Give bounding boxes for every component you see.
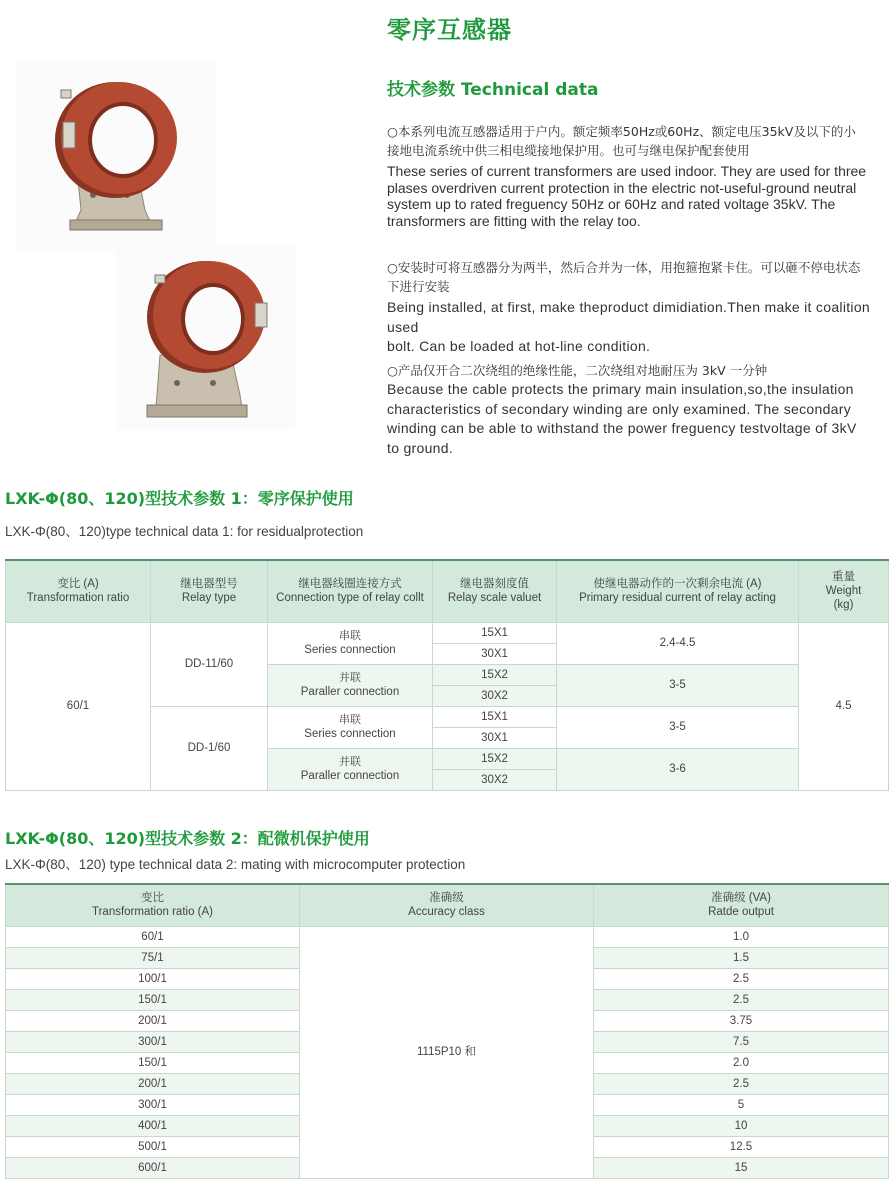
text-line: 接地电流系统中供三相电缆接地保护用。也可与继电保护配套使用 xyxy=(387,143,750,158)
header-cn: 重量 xyxy=(832,571,855,584)
product-photo-bottom xyxy=(115,245,295,430)
connection-cn: 串联 xyxy=(339,629,361,642)
table1-connection-cell xyxy=(268,706,433,748)
table1-relay-type-cell: DD-11/60 xyxy=(151,622,268,706)
table1-connection-cell xyxy=(268,622,433,664)
paragraph-1-cn xyxy=(387,122,856,160)
text-line: system up to rated freguency 50Hz or 60Hz and rated voltage 35kV. The xyxy=(387,196,836,212)
table2-subtitle: LXK-Φ(80、120) type technical data 2: mating with microcomputer protection xyxy=(5,857,466,872)
header-cn: 变比 xyxy=(141,892,164,905)
header-unit: (kg) xyxy=(833,599,854,612)
table2-output-cell: 7.5 xyxy=(594,1031,889,1052)
header-en: Connection type of relay collt xyxy=(276,592,424,605)
text-line: Being installed, at first, make theproduct dimidiation.Then make it coalition used xyxy=(387,299,871,335)
text-line: transformers are fitting with the relay too. xyxy=(387,212,641,229)
table1-header-scale xyxy=(433,560,557,622)
table1-current-cell: 2.4-4.5 xyxy=(557,622,799,664)
product-photo-top xyxy=(15,60,215,250)
text-line: plases overdriven current protection in the electric not-useful-ground neutral xyxy=(387,179,857,196)
table2-output-cell: 5 xyxy=(594,1094,889,1115)
table1-header-connection xyxy=(268,560,433,622)
connection-en: Series connection xyxy=(304,644,396,656)
table2-accuracy-cell: 1115P10 和 xyxy=(300,926,594,1178)
table2-output-cell: 10 xyxy=(594,1115,889,1136)
connection-cn: 并联 xyxy=(339,671,361,684)
table2-ratio-cell: 60/1 xyxy=(6,926,300,947)
text-line: bolt. Can be loaded at hot-line condition. xyxy=(387,338,651,354)
header-en: Accuracy class xyxy=(408,906,485,919)
header-en: Weight xyxy=(825,585,862,598)
connection-en: Series connection xyxy=(304,728,396,740)
table1-scale-cell: 15X2 xyxy=(433,748,557,769)
table2-ratio-cell: 150/1 xyxy=(6,1052,300,1073)
table1-scale-cell: 15X2 xyxy=(433,664,557,685)
table2-ratio-cell: 200/1 xyxy=(6,1010,300,1031)
header-cn: 继电器线圈连接方式 xyxy=(298,578,402,591)
paragraph-1-en xyxy=(387,163,866,229)
table2-output-cell: 3.75 xyxy=(594,1010,889,1031)
table2-ratio-cell: 150/1 xyxy=(6,989,300,1010)
text-line: ○安装时可将互感器分为两半，然后合并为一体，用抱箍抱紧卡住。可以砸不停电状态 xyxy=(387,260,861,275)
table2-output-cell: 1.0 xyxy=(594,926,889,947)
header-cn: 准确级 (VA) xyxy=(711,892,771,905)
text-line: Because the cable protects the primary main insulation,so,the insulation xyxy=(387,381,854,397)
header-en: Primary residual current of relay acting xyxy=(579,592,776,605)
table2-output-cell: 2.5 xyxy=(594,989,889,1010)
table2-output-cell: 2.5 xyxy=(594,968,889,989)
table2-title: LXK-Φ(80、120)型技术参数 2：配微机保护使用 xyxy=(5,829,370,848)
table1-connection-cell xyxy=(268,748,433,790)
table2-output-cell: 2.0 xyxy=(594,1052,889,1073)
table1-scale-cell: 15X1 xyxy=(433,622,557,643)
text-line: characteristics of secondary winding are only examined. The secondary xyxy=(387,400,852,417)
table2-output-cell: 12.5 xyxy=(594,1136,889,1157)
table2-output-cell: 1.5 xyxy=(594,947,889,968)
paragraph-3-cn xyxy=(387,361,767,380)
header-en: Transformation ratio (A) xyxy=(92,906,213,919)
text-line: winding can be able to withstand the power freguency testvoltage of 3kV xyxy=(387,420,857,436)
header-en: Ratde output xyxy=(708,906,774,919)
table2-ratio-cell: 500/1 xyxy=(6,1136,300,1157)
table2-ratio-cell: 200/1 xyxy=(6,1073,300,1094)
table1 xyxy=(5,559,889,791)
table2-ratio-cell: 300/1 xyxy=(6,1031,300,1052)
table2-header-ratio xyxy=(6,884,300,926)
table1-scale-cell: 30X1 xyxy=(433,643,557,664)
connection-cn: 串联 xyxy=(339,713,361,726)
table1-weight-cell: 4.5 xyxy=(799,622,889,790)
header-cn: 变比 (A) xyxy=(57,578,99,591)
table1-header-current xyxy=(557,560,799,622)
header-cn: 准确级 xyxy=(429,892,464,905)
header-cn: 继电器型号 xyxy=(180,578,238,591)
table1-header-relay-type xyxy=(151,560,268,622)
table1-scale-cell: 30X2 xyxy=(433,769,557,790)
table1-connection-cell xyxy=(268,664,433,706)
text-line: 下进行安装 xyxy=(387,279,450,294)
table1-subtitle: LXK-Φ(80、120)type technical data 1: for residualprotection xyxy=(5,524,364,539)
paragraph-2-en xyxy=(387,298,895,357)
table1-header-weight xyxy=(799,560,889,622)
text-line: These series of current transformers are used indoor. They are used for three xyxy=(387,163,867,179)
table2-ratio-cell: 75/1 xyxy=(6,947,300,968)
header-en: Relay scale valuet xyxy=(447,592,542,605)
header-en: Transformation ratio xyxy=(26,592,130,605)
table2-ratio-cell: 400/1 xyxy=(6,1115,300,1136)
table1-scale-cell: 30X1 xyxy=(433,727,557,748)
table2-ratio-cell: 100/1 xyxy=(6,968,300,989)
table1-relay-type-cell: DD-1/60 xyxy=(151,706,268,790)
page-title: 零序互感器 xyxy=(387,16,512,44)
table2-output-cell: 2.5 xyxy=(594,1073,889,1094)
paragraph-2-cn xyxy=(387,258,860,296)
header-cn: 使继电器动作的一次剩余电流 (A) xyxy=(593,578,762,591)
connection-en: Paraller connection xyxy=(300,770,400,782)
table2-header-output xyxy=(594,884,889,926)
table2-ratio-cell: 300/1 xyxy=(6,1094,300,1115)
text-line: ○本系列电流互感器适用于户内。额定频率50Hz或60Hz、额定电压35kV及以下的小 xyxy=(387,124,856,139)
paragraph-3-en xyxy=(387,380,857,458)
header-en: Relay type xyxy=(181,592,237,605)
table1-current-cell: 3-5 xyxy=(557,706,799,748)
table1-scale-cell: 15X1 xyxy=(433,706,557,727)
table1-current-cell: 3-5 xyxy=(557,664,799,706)
header-cn: 继电器刻度值 xyxy=(460,578,529,591)
table2-ratio-cell: 600/1 xyxy=(6,1157,300,1178)
table2-output-cell: 15 xyxy=(594,1157,889,1178)
connection-en: Paraller connection xyxy=(300,686,400,698)
table1-title: LXK-Φ(80、120)型技术参数 1：零序保护使用 xyxy=(5,489,354,508)
table1-current-cell: 3-6 xyxy=(557,748,799,790)
table2 xyxy=(5,883,889,1179)
text-line: ○产品仅开合二次绕组的绝缘性能，二次绕组对地耐压为 3kV 一分钟 xyxy=(387,363,768,378)
table1-ratio-cell: 60/1 xyxy=(6,622,151,790)
section-subtitle: 技术参数 Technical data xyxy=(387,80,599,100)
table1-header-ratio xyxy=(6,560,151,622)
table2-header-accuracy xyxy=(300,884,594,926)
text-line: to ground. xyxy=(387,439,454,456)
table1-scale-cell: 30X2 xyxy=(433,685,557,706)
connection-cn: 并联 xyxy=(339,755,361,768)
